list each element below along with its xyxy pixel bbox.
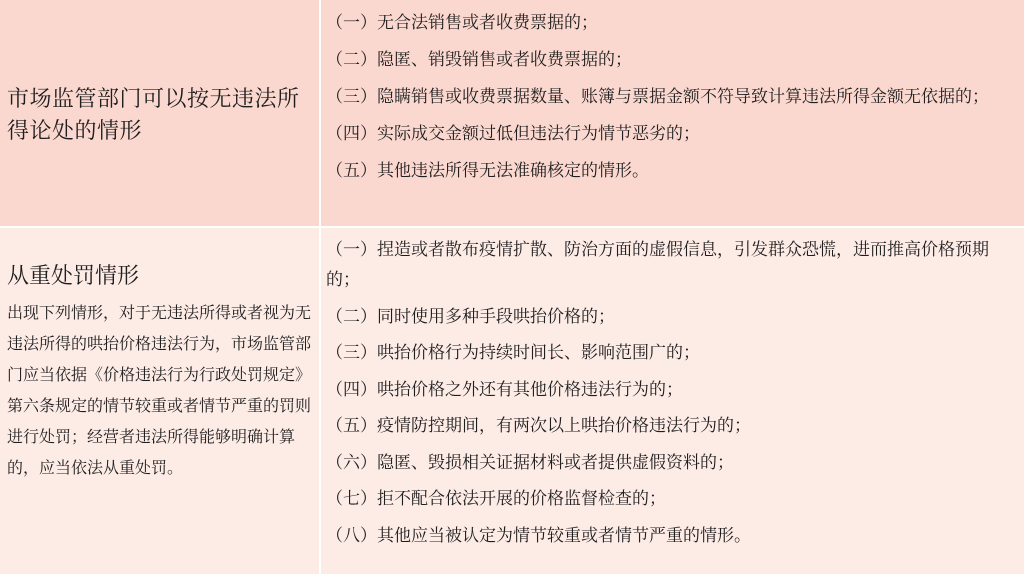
list-item: （五）其他违法所得无法准确核定的情形。 <box>326 161 649 181</box>
row2-item-list <box>326 235 1020 551</box>
list-item: （四）实际成交金额过低但违法行为情节恶劣的； <box>326 124 700 144</box>
row1-heading: 市场监管部门可以按无违法所得论处的情形 <box>7 87 300 144</box>
row2-heading: 从重处罚情形 <box>7 264 140 289</box>
row1-item-list <box>326 7 1020 187</box>
list-item: （三）哄抬价格行为持续时间长、影响范围广的； <box>326 343 700 363</box>
list-item: （一）捏造或者散布疫情扩散、防治方面的虚假信息，引发群众恐慌，进而推高价格预期的； <box>326 240 989 290</box>
list-item: （六）隐匿、毁损相关证据材料或者提供虚假资料的； <box>326 452 734 473</box>
list-item: （八）其他应当被认定为情节较重或者情节严重的情形。 <box>326 525 751 546</box>
list-item: （七）拒不配合依法开展的价格监督检查的； <box>326 489 666 509</box>
list-item: （二）同时使用多种手段哄抬价格的； <box>326 306 615 327</box>
list-item: （五）疫情防控期间，有两次以上哄抬价格违法行为的； <box>326 416 751 436</box>
list-item: （三）隐瞒销售或收费票据数量、账簿与票据金额不符导致计算违法所得金额无依据的； <box>326 87 989 107</box>
row-divider <box>0 226 1024 228</box>
column-divider <box>319 0 321 574</box>
list-item: （四）哄抬价格之外还有其他价格违法行为的； <box>326 379 683 400</box>
page-bottom-margin <box>0 574 1024 580</box>
list-item: （二）隐匿、销毁销售或者收费票据的； <box>326 50 632 70</box>
row2-description: 出现下列情形，对于无违法所得或者视为无违法所得的哄抬价格违法行为，市场监管部门应当依据《价格违法行为行政处罚规定》第六条规定的情节较重或者情节严重的罚则进行处罚；经营者违法所得能够明确计算的，应当依法从重处罚。 <box>7 303 312 477</box>
row1-label-cell <box>0 0 320 227</box>
list-item: （一）无合法销售或者收费票据的； <box>326 13 598 33</box>
